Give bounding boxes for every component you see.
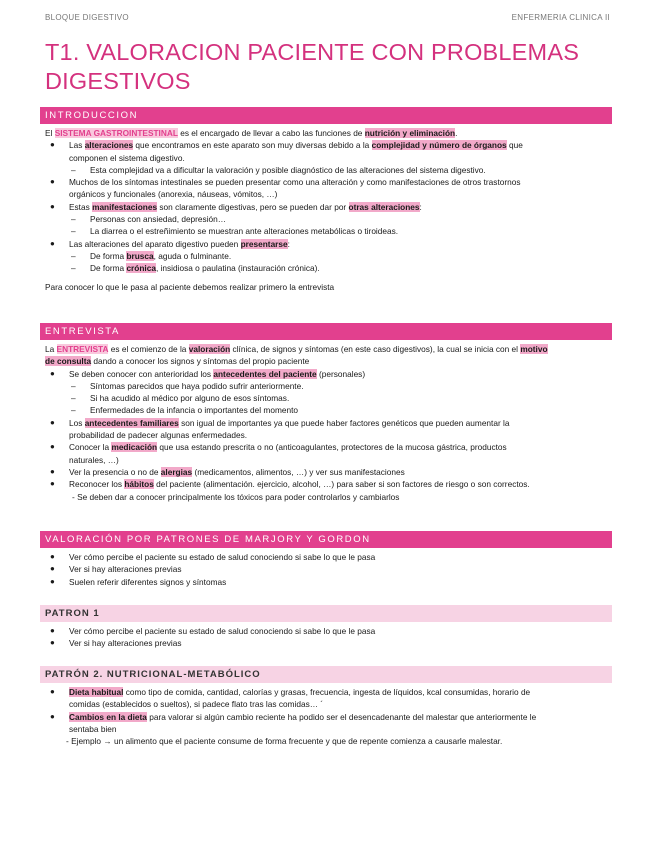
bullet-icon: ● bbox=[50, 552, 55, 561]
dash-icon: – bbox=[71, 250, 76, 261]
page-title: T1. VALORACION PACIENTE CON PROBLEMAS DIGESTIVOS bbox=[45, 39, 580, 94]
list-item: ● Las alteraciones que encontramos en este aparato son muy diversas debido a la complejidad y número de órganos que bbox=[50, 140, 523, 151]
entrevista-paragraph: La ENTREVISTA es el comienzo de la valoración clínica, de signos y síntomas (en este caso digestivos), la cual se inicia con el motivo bbox=[45, 344, 548, 354]
header-left: BLOQUE DIGESTIVO bbox=[45, 13, 129, 22]
list-item: ● Ver cómo percibe el paciente su estado de salud conociendo si sabe lo que le pasa bbox=[50, 552, 376, 562]
section-heading-patrones: VALORACIÓN POR PATRONES DE MARJORY Y GORDON bbox=[40, 531, 612, 548]
dash-icon: – bbox=[71, 263, 76, 274]
list-item-continuation: comidas (establecidos o sueltos), si padece flato tras las comidas… ´ bbox=[69, 699, 324, 710]
bullet-icon: ● bbox=[50, 466, 55, 476]
section-heading-intro: INTRODUCCION bbox=[40, 107, 612, 124]
list-item-continuation: orgánicos y funcionales (anorexia, náuseas, vómitos, …) bbox=[69, 189, 278, 200]
sub-list-item: – Si ha acudido al médico por alguno de esos síntomas. bbox=[71, 393, 290, 404]
dash-icon: – bbox=[71, 405, 76, 416]
list-item: ● Estas manifestaciones son claramente digestivas, pero se pueden dar por otras alteraciones: bbox=[50, 201, 422, 212]
dash-icon: – bbox=[71, 226, 76, 237]
bullet-icon: ● bbox=[50, 140, 55, 150]
list-item: ● Se deben conocer con anterioridad los antecedentes del paciente (personales) bbox=[50, 368, 366, 379]
bullet-icon: ● bbox=[50, 201, 55, 211]
bullet-icon: ● bbox=[50, 576, 55, 586]
list-item: ● Las alteraciones del aparato digestivo pueden presentarse: bbox=[50, 238, 290, 249]
sub-list-item: – Síntomas parecidos que haya podido sufrir anteriormente. bbox=[71, 380, 304, 391]
dash-icon: – bbox=[71, 164, 76, 175]
list-item-continuation: sentaba bien bbox=[69, 723, 117, 734]
section-heading-entrevista: ENTREVISTA bbox=[40, 323, 612, 340]
entrevista-block bbox=[45, 343, 610, 503]
list-item-note: - Se deben dar a conocer principalmente los tóxicos para poder controlarlos y cambiarlos bbox=[72, 491, 400, 502]
sub-list-item: – Enfermedades de la infancia o importantes del momento bbox=[71, 405, 299, 416]
sub-list-item: – La diarrea o el estreñimiento se muestran ante alteraciones metabólicas o tiroideas. bbox=[71, 226, 399, 237]
list-item-continuation: naturales, …) bbox=[69, 454, 119, 465]
list-item: ● Muchos de los síntomas intestinales se pueden presentar como una alteración y como manifestaciones de otros trastornos bbox=[50, 177, 521, 188]
header-right: ENFERMERIA CLINICA II bbox=[511, 13, 610, 22]
bullet-icon: ● bbox=[50, 626, 55, 635]
list-item: ● Ver si hay alteraciones previas bbox=[50, 564, 182, 575]
dash-icon: – bbox=[71, 214, 76, 225]
sub-list-item: – De forma brusca, aguda o fulminante. bbox=[71, 250, 232, 261]
bullet-icon: ● bbox=[50, 479, 55, 489]
sub-list-item: – Personas con ansiedad, depresión… bbox=[71, 214, 227, 225]
bullet-icon: ● bbox=[50, 442, 55, 452]
list-item: ● Dieta habitual como tipo de comida, cantidad, calorías y grasas, frecuencia, ingesta de líquidos, kcal consumidas, horario de bbox=[50, 687, 531, 697]
bullet-icon: ● bbox=[50, 417, 55, 427]
dash-icon: – bbox=[71, 393, 76, 404]
list-item: ● Cambios en la dieta para valorar si algún cambio reciente ha podido ser el desencadenante del malestar que anteriormente le bbox=[50, 711, 537, 722]
patron2-block bbox=[45, 686, 610, 747]
list-item: ● Reconocer los hábitos del paciente (alimentación. ejercicio, alcohol, …) para saber si son factores de riesgo o son correctos. bbox=[50, 479, 530, 490]
intro-closing: Para conocer lo que le pasa al paciente debemos realizar primero la entrevista bbox=[45, 281, 335, 292]
list-item: ● Ver cómo percibe el paciente su estado de salud conociendo si sabe lo que le pasa bbox=[50, 626, 376, 636]
list-item: ● Suelen referir diferentes signos y síntomas bbox=[50, 576, 227, 587]
bullet-icon: ● bbox=[50, 687, 55, 696]
intro-block bbox=[45, 127, 610, 293]
patrones-block bbox=[45, 551, 610, 588]
entrevista-paragraph-cont: de consulta dando a conocer los signos y síntomas del propio paciente bbox=[45, 356, 310, 367]
patron1-block bbox=[45, 625, 610, 650]
section-heading-patron1: PATRON 1 bbox=[40, 605, 612, 622]
bullet-icon: ● bbox=[50, 368, 55, 378]
section-heading-patron2: PATRÓN 2. NUTRICIONAL-METABÓLICO bbox=[40, 666, 612, 683]
bullet-icon: ● bbox=[50, 638, 55, 648]
bullet-icon: ● bbox=[50, 238, 55, 248]
bullet-icon: ● bbox=[50, 564, 55, 574]
list-item-continuation: componen el sistema digestivo. bbox=[69, 152, 185, 163]
sub-list-item: – De forma crónica, insidiosa o paulatina (instauración crónica). bbox=[71, 263, 320, 274]
running-header bbox=[45, 13, 610, 22]
list-item: ● Ver si hay alteraciones previas bbox=[50, 638, 182, 649]
list-item: ● Los antecedentes familiares son igual de importantes ya que puede haber factores genéticos que pueden aumentar la bbox=[50, 417, 510, 428]
bullet-icon: ● bbox=[50, 711, 55, 721]
bullet-icon: ● bbox=[50, 177, 55, 187]
list-item-continuation: probabilidad de padecer algunas enfermedades. bbox=[69, 430, 248, 441]
sub-list-item: – Esta complejidad va a dificultar la valoración y posible diagnóstico de las alteraciones del sistema digestivo. bbox=[71, 164, 486, 175]
intro-paragraph: El SISTEMA GASTROINTESTINAL es el encargado de llevar a cabo las funciones de nutrición y eliminación. bbox=[45, 128, 458, 138]
list-item-note: - Ejemplo → un alimento que el paciente consume de forma frecuente y que de repente comienza a causarle malestar. bbox=[66, 736, 503, 747]
list-item: ● Conocer la medicación que usa estando prescrita o no (anticoagulantes, protectores de la mucosa gástrica, productos bbox=[50, 442, 507, 453]
list-item: ● Ver la presencia o no de alergias (medicamentos, alimentos, …) y ver sus manifestaciones bbox=[50, 466, 405, 477]
dash-icon: – bbox=[71, 380, 76, 391]
